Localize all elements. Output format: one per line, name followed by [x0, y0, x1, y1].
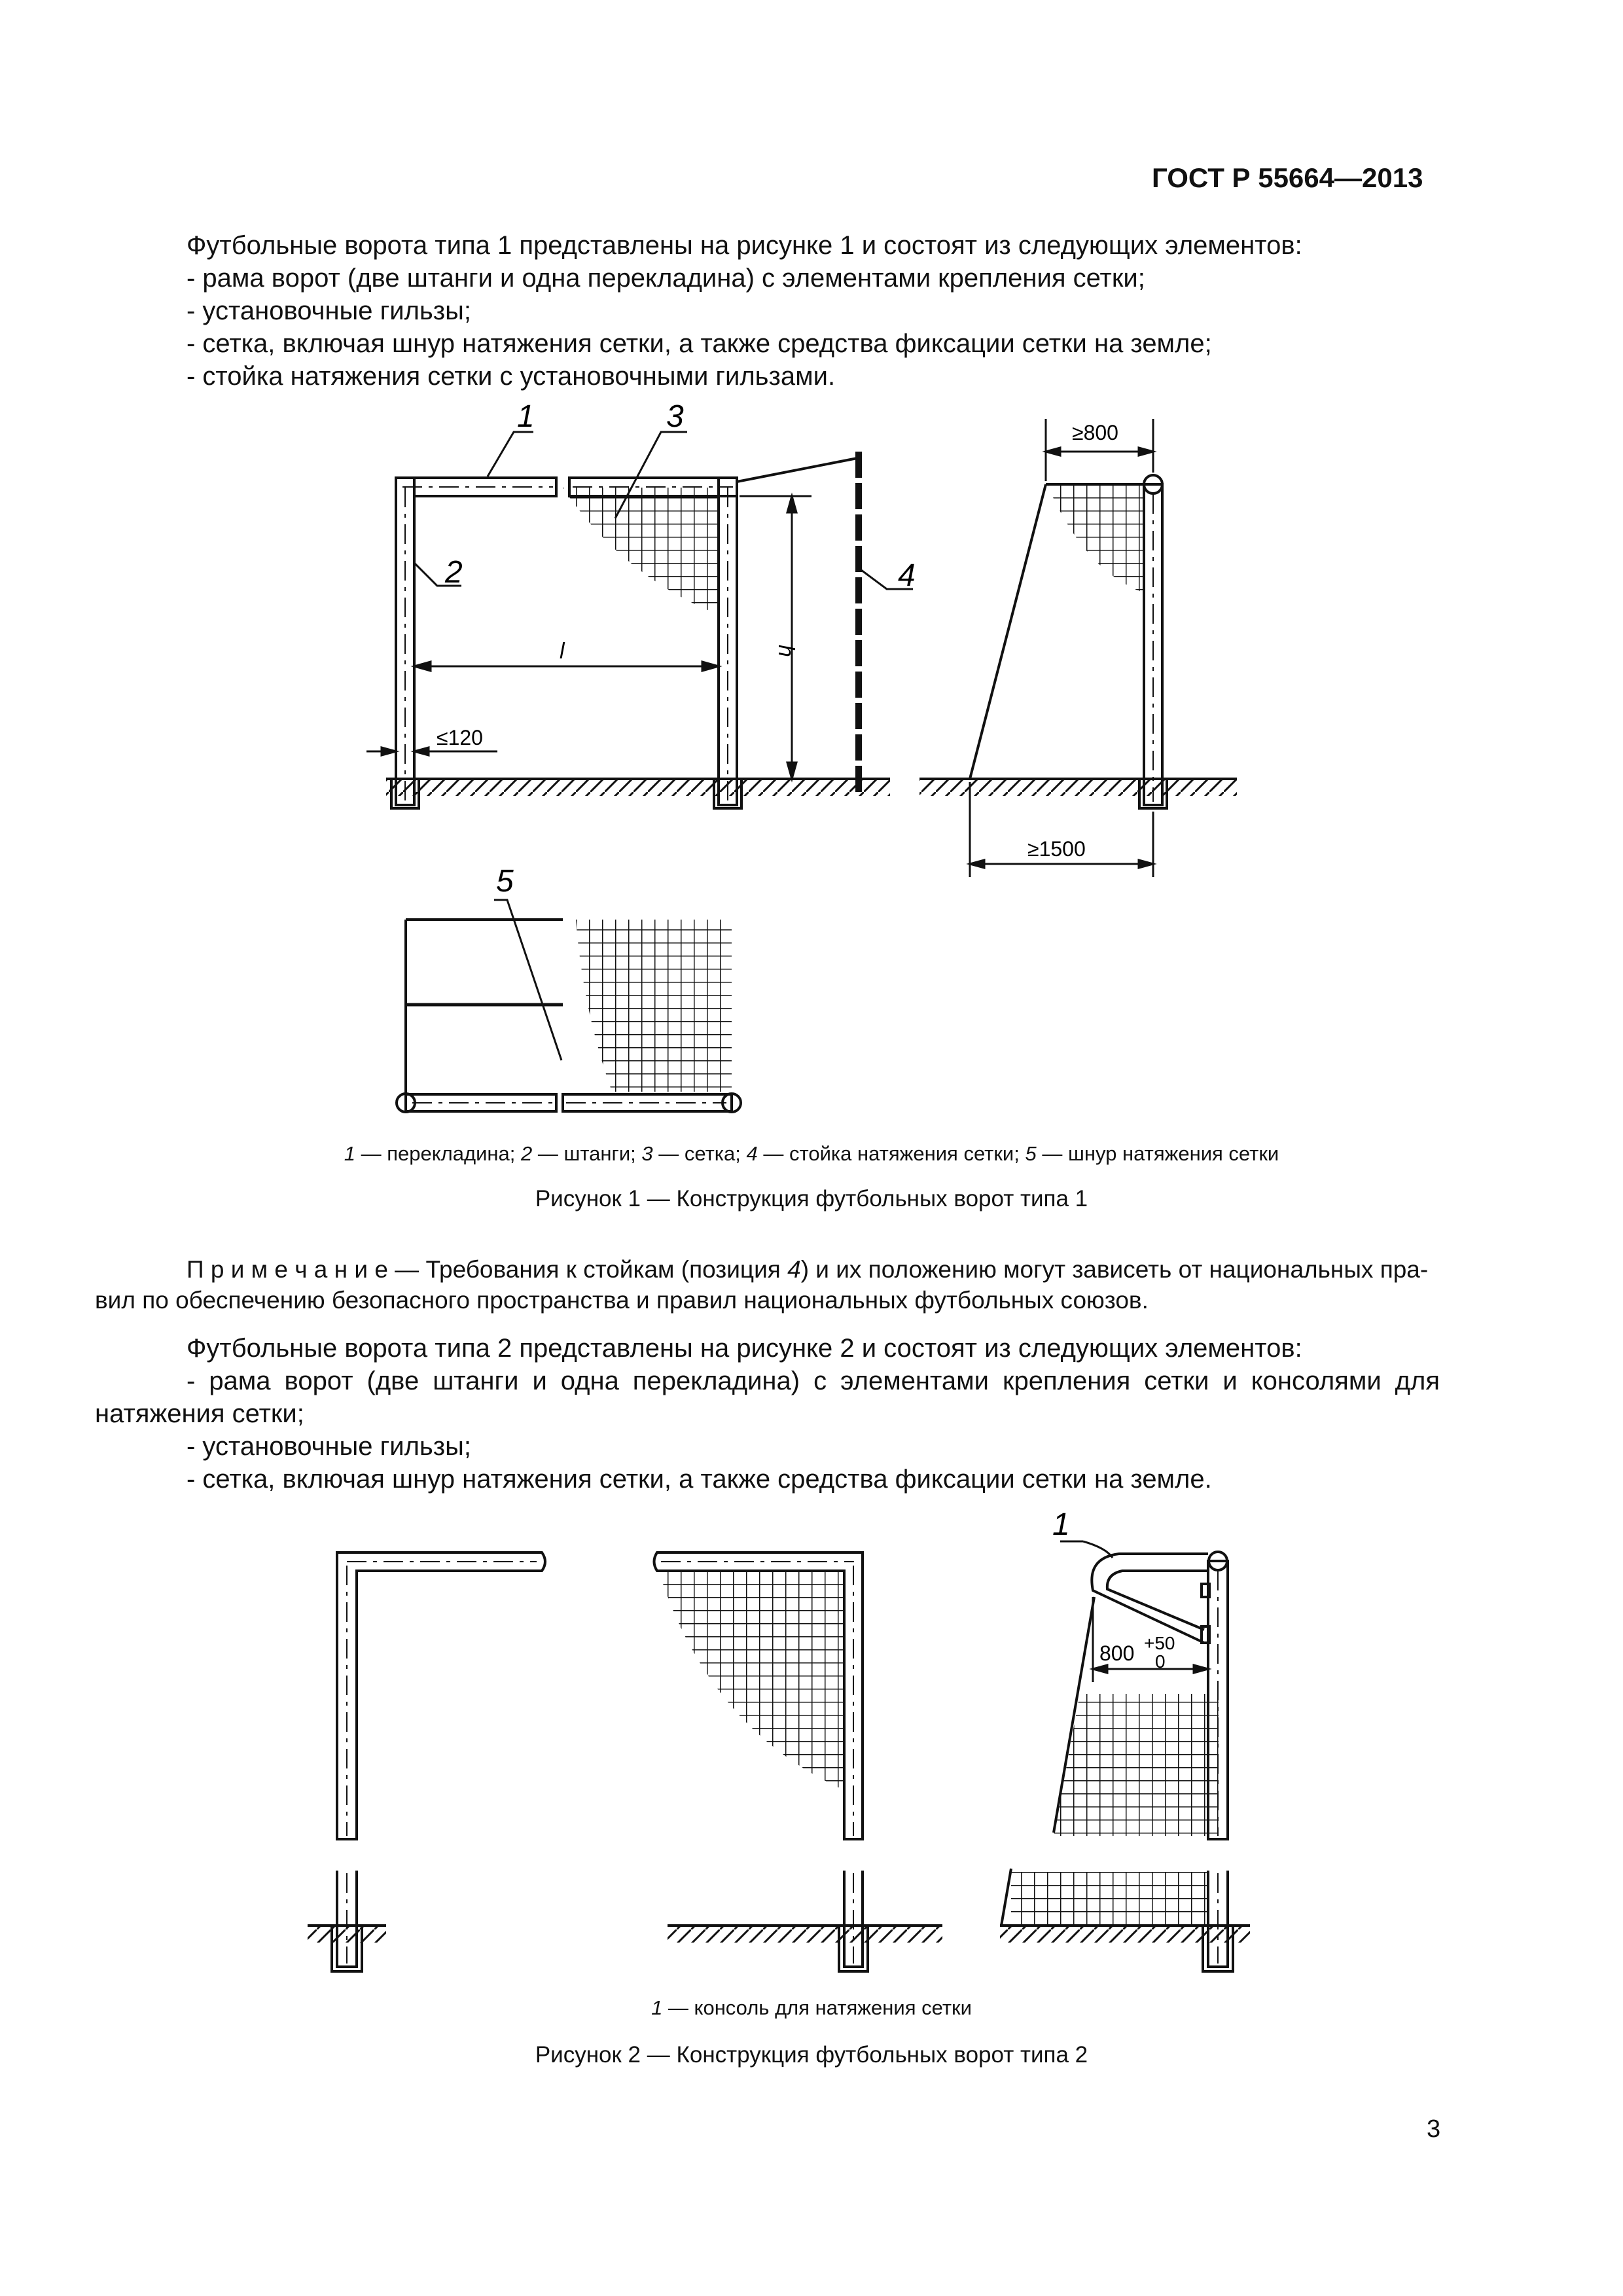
note-continued: вил по обеспечению безопасного пространства и правил национальных футбольных союзов.	[95, 1287, 1149, 1314]
type2-side-with-console	[1000, 1541, 1250, 1971]
callout-2: 2	[445, 555, 463, 590]
goal-post-left	[391, 478, 419, 808]
dim-h-label: h	[774, 645, 798, 657]
section2-item: - установочные гильзы;	[187, 1432, 471, 1461]
figure2-caption: Рисунок 2 — Конструкция футбольных ворот типа 2	[535, 2042, 1088, 2068]
dim-top-depth-label: ≥800	[1072, 421, 1118, 444]
section2-item: - сетка, включая шнур натяжения сетки, а также средства фиксации сетки на земле.	[187, 1465, 1212, 1494]
dimension-h	[740, 496, 812, 779]
dim-post-width-label: ≤120	[437, 726, 483, 749]
type2-frame-view	[308, 1552, 545, 1971]
section2-item-continued: натяжения сетки;	[95, 1399, 304, 1428]
standard-code: ГОСТ Р 55664—2013	[1152, 162, 1423, 193]
dim-l-label: l	[560, 639, 565, 664]
section1-intro: Футбольные ворота типа 1 представлены на рисунке 1 и состоят из следующих элементов:	[187, 231, 1302, 260]
fig2-tol-lower: 0	[1155, 1651, 1166, 1672]
figure2-legend: 1 — консоль для натяжения сетки	[651, 1996, 972, 2019]
note: П р и м е ч а н и е — Требования к стойкам (позиция 4) и их положению могут зависеть от национальных пра-	[187, 1256, 1429, 1283]
page-number: 3	[1427, 2115, 1441, 2143]
fig2-callout-1: 1	[1052, 1507, 1070, 1542]
figure1-caption: Рисунок 1 — Конструкция футбольных ворот типа 1	[535, 1186, 1088, 1211]
callout-3: 3	[666, 399, 684, 434]
callout-5: 5	[496, 864, 514, 899]
ground-front	[386, 779, 890, 796]
figure2-drawing	[0, 1473, 1623, 1996]
fig2-tol-upper: +50	[1144, 1633, 1175, 1653]
section2-intro: Футбольные ворота типа 2 представлены на рисунке 2 и состоят из следующих элементов:	[187, 1334, 1302, 1363]
section1-item: - установочные гильзы;	[187, 296, 471, 325]
figure1-legend: 1 — перекладина; 2 — штанги; 3 — сетка; 4 — стойка натяжения сетки; 5 — шнур натяжения сетки	[344, 1142, 1279, 1165]
section1-item: - сетка, включая шнур натяжения сетки, а также средства фиксации сетки на земле;	[187, 329, 1212, 358]
section1-item: - рама ворот (две штанги и одна перекладина) с элементами крепления сетки;	[187, 264, 1145, 293]
net-tension-post	[737, 452, 859, 793]
section1-item: - стойка натяжения сетки с установочными гильзами.	[187, 362, 836, 391]
callout-1: 1	[517, 399, 535, 434]
goal-top-view	[397, 920, 741, 1112]
callout-4: 4	[898, 558, 916, 593]
net-mesh	[563, 488, 720, 619]
fig2-dim-value: 800	[1099, 1641, 1135, 1665]
dimension-l	[414, 662, 719, 671]
section2-item: - рама ворот (две штанги и одна перекладина) с элементами крепления сетки и консолями для	[187, 1367, 1440, 1395]
dim-base-depth-label: ≥1500	[1027, 837, 1086, 861]
goal-side-view	[919, 419, 1237, 877]
